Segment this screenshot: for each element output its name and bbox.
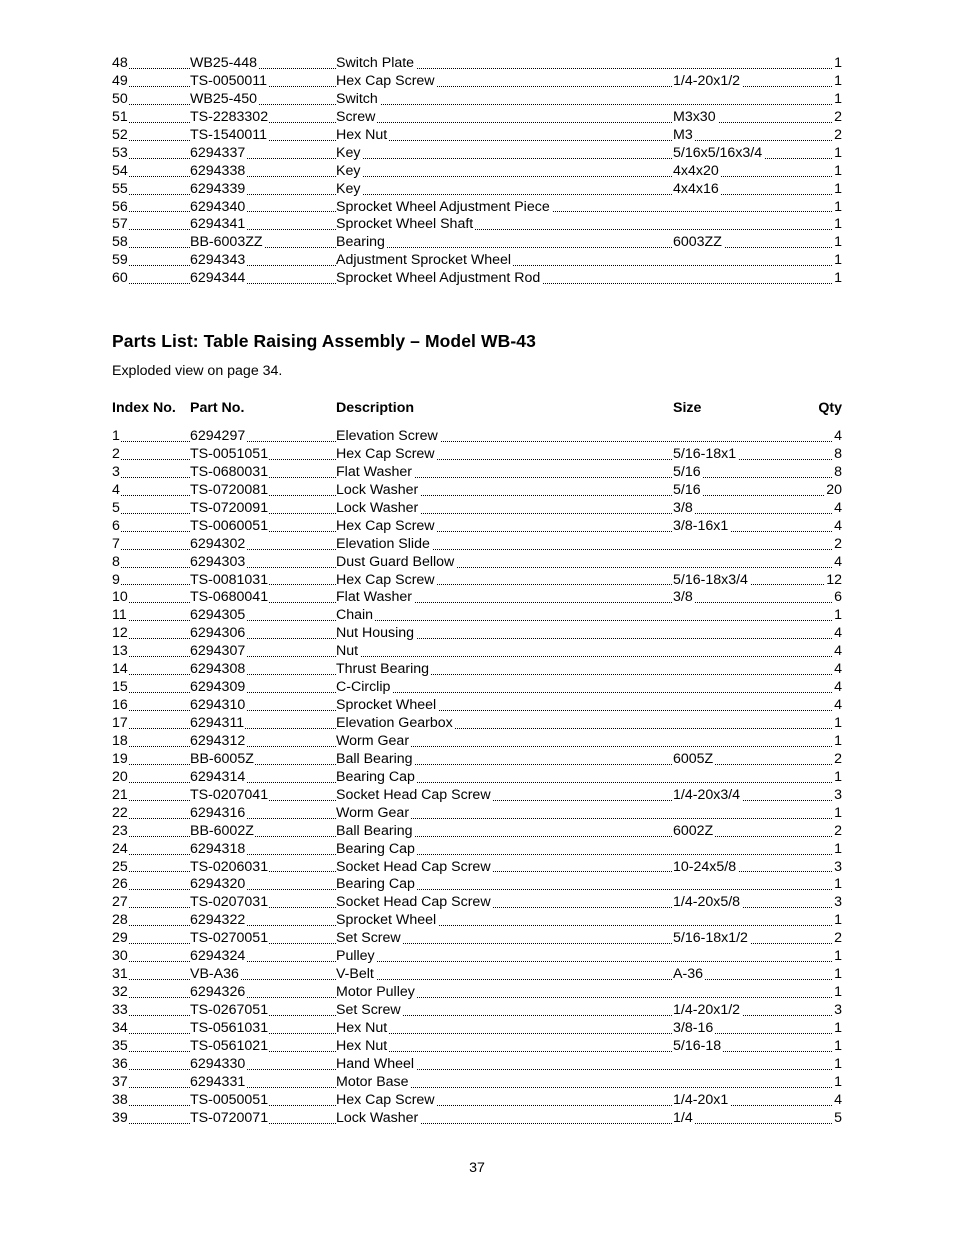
quantity: 4: [834, 1091, 842, 1108]
index-number: 53: [112, 144, 128, 161]
part-description: Nut: [336, 643, 359, 660]
part-number: 6294331: [190, 1073, 246, 1090]
part-size: 3/8: [673, 499, 693, 516]
header-index: Index No.: [112, 400, 176, 416]
part-size: 5/16: [673, 481, 701, 498]
index-number: 50: [112, 90, 128, 107]
index-number: 48: [112, 55, 128, 71]
table-row: [112, 1074, 842, 1092]
part-number: TS-0051051: [190, 445, 269, 462]
part-number: WB25-450: [190, 90, 258, 107]
index-number: 56: [112, 198, 128, 215]
part-size: 1/4-20x1: [673, 1091, 729, 1108]
table-row: [112, 1020, 842, 1038]
part-description: Hex Nut: [336, 1037, 388, 1054]
part-description: Thrust Bearing: [336, 661, 430, 678]
part-description: Key: [336, 144, 361, 161]
part-description: Motor Pulley: [336, 984, 415, 1001]
part-size: 6002Z: [673, 822, 714, 839]
part-description: Hex Cap Screw: [336, 445, 435, 462]
index-number: 15: [112, 679, 128, 696]
table-row: [112, 912, 842, 930]
quantity: 4: [834, 661, 842, 678]
part-description: Hand Wheel: [336, 1055, 415, 1072]
quantity: 1: [834, 234, 842, 251]
part-description: Elevation Gearbox: [336, 715, 453, 731]
table-row: [112, 697, 842, 715]
part-description: Set Screw: [336, 1002, 401, 1018]
index-number: 28: [112, 912, 128, 929]
continued-parts-list: [112, 55, 842, 288]
part-number: 6294303: [190, 553, 246, 570]
table-row: [112, 252, 842, 270]
index-number: 18: [112, 732, 128, 749]
quantity: 1: [834, 768, 842, 785]
quantity: 4: [834, 625, 842, 642]
part-number: TS-0206031: [190, 858, 269, 875]
part-description: Sprocket Wheel Adjustment Rod: [336, 270, 541, 287]
table-row: [112, 518, 842, 536]
part-number: 6294326: [190, 984, 246, 1001]
part-number: 6294309: [190, 679, 246, 696]
index-number: 27: [112, 894, 128, 911]
quantity: 3: [834, 894, 842, 911]
part-size: 3/8-16: [673, 1019, 714, 1036]
table-row: [112, 876, 842, 894]
part-description: Elevation Screw: [336, 428, 438, 444]
quantity: 4: [834, 517, 842, 534]
index-number: 26: [112, 876, 128, 893]
part-number: 6294302: [190, 535, 246, 552]
part-description: Key: [336, 180, 361, 197]
quantity: 1: [834, 984, 842, 1001]
index-number: 22: [112, 804, 128, 821]
part-description: Pulley: [336, 948, 375, 965]
part-size: 5/16-18: [673, 1037, 722, 1054]
index-number: 5: [112, 499, 120, 516]
part-description: C-Circlip: [336, 679, 391, 696]
quantity: 8: [834, 463, 842, 480]
quantity: 3: [834, 858, 842, 875]
part-size: 1/4-20x5/8: [673, 894, 741, 911]
table-row: [112, 73, 842, 91]
table-row: [112, 163, 842, 181]
quantity: 1: [834, 198, 842, 215]
part-number: TS-0207041: [190, 786, 269, 803]
quantity: 1: [834, 732, 842, 749]
part-description: Worm Gear: [336, 732, 410, 749]
part-number: 6294311: [190, 715, 245, 731]
table-row: [112, 823, 842, 841]
part-description: Lock Washer: [336, 481, 419, 498]
index-number: 20: [112, 768, 128, 785]
table-row: [112, 679, 842, 697]
index-number: 19: [112, 750, 128, 767]
table-row: [112, 554, 842, 572]
quantity: 1: [834, 252, 842, 269]
index-number: 23: [112, 822, 128, 839]
table-row: [112, 1092, 842, 1110]
part-description: Lock Washer: [336, 1109, 419, 1126]
part-number: TS-2283302: [190, 108, 269, 125]
part-description: Motor Base: [336, 1073, 409, 1090]
part-description: Hex Nut: [336, 1019, 388, 1036]
index-number: 34: [112, 1019, 128, 1036]
part-number: TS-0267051: [190, 1002, 269, 1018]
index-number: 35: [112, 1037, 128, 1054]
quantity: 4: [834, 697, 842, 714]
table-row: [112, 270, 842, 288]
part-size: 3/8: [673, 589, 693, 606]
part-number: TS-0680031: [190, 463, 269, 480]
table-row: [112, 181, 842, 199]
table-row: [112, 984, 842, 1002]
index-number: 14: [112, 661, 128, 678]
quantity: 1: [834, 144, 842, 161]
table-row: [112, 145, 842, 163]
quantity: 1: [834, 1055, 842, 1072]
quantity: 1: [834, 1037, 842, 1054]
part-number: 6294340: [190, 198, 246, 215]
quantity: 4: [834, 428, 842, 444]
part-description: Flat Washer: [336, 463, 412, 480]
quantity: 3: [834, 1002, 842, 1018]
index-number: 2: [112, 445, 120, 462]
part-number: 6294338: [190, 162, 246, 179]
exploded-view-note: Exploded view on page 34.: [112, 363, 283, 379]
quantity: 1: [834, 912, 842, 929]
header-part: Part No.: [190, 400, 245, 416]
part-number: TS-0060051: [190, 517, 269, 534]
part-number: VB-A36: [190, 966, 239, 983]
quantity: 4: [834, 643, 842, 660]
part-description: Sprocket Wheel: [336, 912, 437, 929]
part-description: Elevation Slide: [336, 535, 430, 552]
part-number: TS-0720081: [190, 481, 269, 498]
part-description: Set Screw: [336, 930, 401, 947]
table-row: [112, 55, 842, 73]
table-row: [112, 1056, 842, 1074]
table-row: [112, 536, 842, 554]
part-number: TS-0050011: [190, 72, 268, 89]
table-header: [112, 400, 842, 418]
quantity: 6: [834, 589, 842, 606]
part-description: Bearing Cap: [336, 840, 415, 857]
table-row: [112, 930, 842, 948]
part-number: 6294344: [190, 270, 246, 287]
part-number: 6294316: [190, 804, 246, 821]
part-description: Hex Cap Screw: [336, 72, 435, 89]
part-size: M3: [673, 126, 693, 143]
table-row: [112, 1110, 842, 1128]
quantity: 1: [834, 1019, 842, 1036]
quantity: 5: [834, 1109, 842, 1126]
part-size: 6005Z: [673, 750, 714, 767]
part-number: 6294318: [190, 840, 246, 857]
quantity: 2: [834, 535, 842, 552]
index-number: 36: [112, 1055, 128, 1072]
index-number: 59: [112, 252, 128, 269]
part-description: Socket Head Cap Screw: [336, 894, 491, 911]
part-description: Ball Bearing: [336, 822, 413, 839]
quantity: 1: [834, 72, 842, 89]
index-number: 52: [112, 126, 128, 143]
quantity: 1: [834, 1073, 842, 1090]
part-size: 5/16-18x1/2: [673, 930, 748, 947]
part-size: 6003ZZ: [673, 234, 722, 251]
index-number: 13: [112, 643, 128, 660]
index-number: 7: [112, 535, 120, 552]
part-number: 6294341: [190, 216, 246, 233]
index-number: 24: [112, 840, 128, 857]
part-description: Socket Head Cap Screw: [336, 858, 491, 875]
table-row: [112, 948, 842, 966]
part-number: WB25-448: [190, 55, 258, 71]
quantity: 1: [834, 607, 842, 624]
quantity: 1: [834, 162, 842, 179]
part-number: 6294305: [190, 607, 246, 624]
index-number: 10: [112, 589, 128, 606]
part-description: Adjustment Sprocket Wheel: [336, 252, 512, 269]
part-number: 6294306: [190, 625, 246, 642]
part-size: 4x4x20: [673, 162, 719, 179]
part-description: Socket Head Cap Screw: [336, 786, 491, 803]
table-row: [112, 841, 842, 859]
quantity: 1: [834, 966, 842, 983]
part-number: TS-0561031: [190, 1019, 269, 1036]
part-size: 1/4-20x3/4: [673, 786, 741, 803]
part-number: TS-0081031: [190, 571, 269, 588]
quantity: 3: [834, 786, 842, 803]
quantity: 1: [834, 804, 842, 821]
part-number: TS-1540011: [190, 126, 268, 143]
quantity: 1: [834, 948, 842, 965]
section-title: Parts List: Table Raising Assembly – Model WB-43: [112, 331, 536, 351]
part-description: V-Belt: [336, 966, 374, 983]
table-row: [112, 109, 842, 127]
part-description: Key: [336, 162, 361, 179]
table-row: [112, 91, 842, 109]
part-number: 6294339: [190, 180, 246, 197]
quantity: 12: [826, 571, 842, 588]
table-row: [112, 572, 842, 590]
part-number: 6294324: [190, 948, 246, 965]
table-row: [112, 805, 842, 823]
table-row: [112, 607, 842, 625]
table-row: [112, 428, 842, 446]
quantity: 1: [834, 55, 842, 71]
part-number: 6294330: [190, 1055, 246, 1072]
index-number: 16: [112, 697, 128, 714]
index-number: 49: [112, 72, 128, 89]
part-size: 10-24x5/8: [673, 858, 737, 875]
table-row: [112, 894, 842, 912]
part-number: TS-0561021: [190, 1037, 269, 1054]
part-description: Bearing Cap: [336, 768, 415, 785]
part-description: Sprocket Wheel Shaft: [336, 216, 474, 233]
part-size: 5/16-18x3/4: [673, 571, 748, 588]
part-number: BB-6003ZZ: [190, 234, 263, 251]
table-row: [112, 751, 842, 769]
part-size: 5/16-18x1: [673, 445, 737, 462]
part-number: TS-0050051: [190, 1091, 269, 1108]
part-size: 1/4: [673, 1109, 693, 1126]
page-number: 37: [469, 1160, 485, 1176]
part-number: TS-0720071: [190, 1109, 269, 1126]
quantity: 2: [834, 930, 842, 947]
quantity: 1: [834, 876, 842, 893]
index-number: 58: [112, 234, 128, 251]
table-row: [112, 625, 842, 643]
part-description: Hex Nut: [336, 126, 388, 143]
index-number: 29: [112, 930, 128, 947]
quantity: 20: [826, 481, 842, 498]
part-number: TS-0270051: [190, 930, 269, 947]
index-number: 1: [112, 428, 120, 444]
table-row: [112, 859, 842, 877]
part-description: Switch: [336, 90, 378, 107]
part-number: 6294310: [190, 697, 246, 714]
part-size: 5/16: [673, 463, 701, 480]
table-row: [112, 500, 842, 518]
index-number: 51: [112, 108, 128, 125]
part-description: Flat Washer: [336, 589, 412, 606]
index-number: 32: [112, 984, 128, 1001]
part-number: 6294307: [190, 643, 246, 660]
table-row: [112, 769, 842, 787]
header-description: Description: [336, 400, 415, 416]
part-number: TS-0680041: [190, 589, 269, 606]
table-row: [112, 715, 842, 733]
index-number: 25: [112, 858, 128, 875]
part-size: M3x30: [673, 108, 716, 125]
index-number: 9: [112, 571, 120, 588]
part-size: 5/16x5/16x3/4: [673, 144, 763, 161]
part-description: Chain: [336, 607, 374, 624]
part-size: 4x4x16: [673, 180, 719, 197]
part-description: Sprocket Wheel: [336, 697, 437, 714]
part-number: 6294337: [190, 144, 246, 161]
table-row: [112, 966, 842, 984]
part-description: Ball Bearing: [336, 750, 413, 767]
part-description: Switch Plate: [336, 55, 415, 71]
table-raising-parts-list: [112, 428, 842, 1128]
index-number: 6: [112, 517, 120, 534]
table-row: [112, 482, 842, 500]
part-description: Screw: [336, 108, 376, 125]
index-number: 8: [112, 553, 120, 570]
header-qty: Qty: [818, 400, 842, 416]
quantity: 2: [834, 126, 842, 143]
index-number: 3: [112, 463, 120, 480]
table-row: [112, 733, 842, 751]
part-description: Dust Guard Bellow: [336, 553, 455, 570]
quantity: 4: [834, 679, 842, 696]
index-number: 60: [112, 270, 128, 287]
index-number: 37: [112, 1073, 128, 1090]
index-number: 57: [112, 216, 128, 233]
table-row: [112, 234, 842, 252]
table-row: [112, 1002, 842, 1020]
part-number: 6294320: [190, 876, 246, 893]
index-number: 54: [112, 162, 128, 179]
part-number: 6294308: [190, 661, 246, 678]
part-number: TS-0207031: [190, 894, 269, 911]
quantity: 2: [834, 822, 842, 839]
part-description: Hex Cap Screw: [336, 517, 435, 534]
table-row: [112, 589, 842, 607]
index-number: 17: [112, 715, 128, 731]
quantity: 8: [834, 445, 842, 462]
part-number: BB-6002Z: [190, 822, 254, 839]
part-description: Sprocket Wheel Adjustment Piece: [336, 198, 550, 215]
quantity: 2: [834, 750, 842, 767]
index-number: 21: [112, 786, 128, 803]
index-number: 11: [112, 607, 127, 624]
table-row: [112, 199, 842, 217]
part-number: TS-0720091: [190, 499, 269, 516]
part-number: 6294322: [190, 912, 246, 929]
part-description: Hex Cap Screw: [336, 571, 435, 588]
table-row: [112, 643, 842, 661]
index-number: 31: [112, 966, 128, 983]
index-number: 12: [112, 625, 128, 642]
part-size: 1/4-20x1/2: [673, 72, 741, 89]
part-description: Nut Housing: [336, 625, 415, 642]
quantity: 1: [834, 715, 842, 731]
table-row: [112, 1038, 842, 1056]
quantity: 1: [834, 90, 842, 107]
index-number: 4: [112, 481, 120, 498]
index-number: 55: [112, 180, 128, 197]
part-number: BB-6005Z: [190, 750, 254, 767]
part-description: Hex Cap Screw: [336, 1091, 435, 1108]
part-description: Bearing: [336, 234, 385, 251]
part-number: 6294312: [190, 732, 246, 749]
part-size: 3/8-16x1: [673, 517, 729, 534]
quantity: 1: [834, 270, 842, 287]
part-number: 6294314: [190, 768, 246, 785]
index-number: 39: [112, 1109, 128, 1126]
table-row: [112, 446, 842, 464]
quantity: 2: [834, 108, 842, 125]
part-number: 6294343: [190, 252, 246, 269]
table-row: [112, 216, 842, 234]
quantity: 4: [834, 499, 842, 516]
index-number: 33: [112, 1002, 128, 1018]
part-size: A-36: [673, 966, 703, 983]
part-description: Lock Washer: [336, 499, 419, 516]
header-size: Size: [673, 400, 702, 416]
table-row: [112, 464, 842, 482]
index-number: 30: [112, 948, 128, 965]
index-number: 38: [112, 1091, 128, 1108]
part-description: Bearing Cap: [336, 876, 415, 893]
part-size: 1/4-20x1/2: [673, 1002, 741, 1018]
quantity: 1: [834, 840, 842, 857]
quantity: 4: [834, 553, 842, 570]
part-number: 6294297: [190, 428, 246, 444]
table-row: [112, 661, 842, 679]
table-row: [112, 127, 842, 145]
table-row: [112, 787, 842, 805]
quantity: 1: [834, 180, 842, 197]
quantity: 1: [834, 216, 842, 233]
part-description: Worm Gear: [336, 804, 410, 821]
